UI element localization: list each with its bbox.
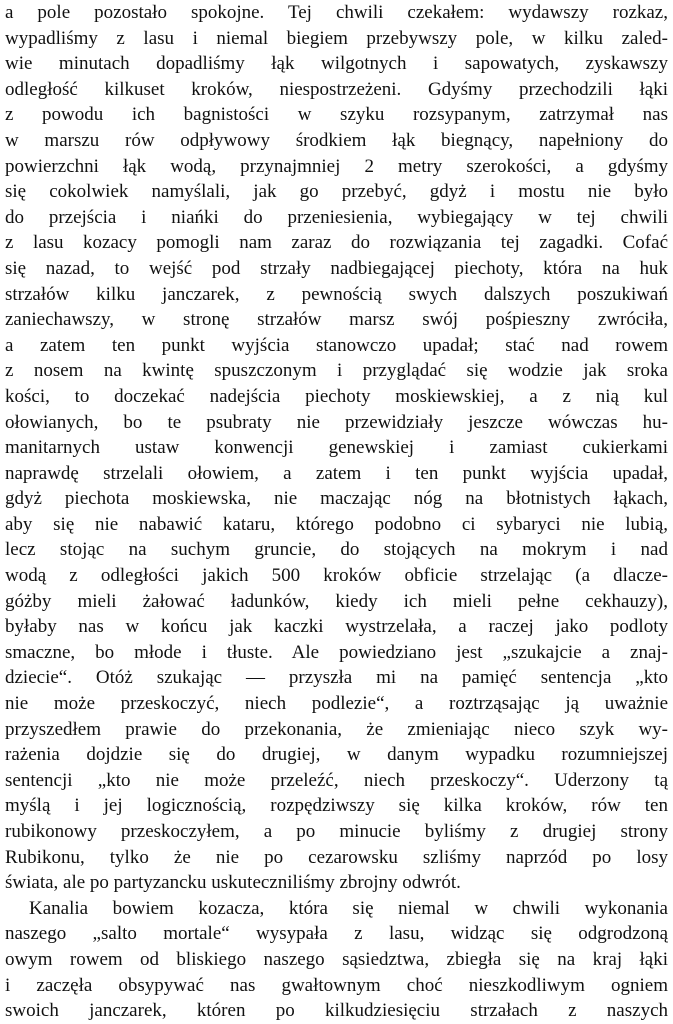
book-page xyxy=(5,0,668,1024)
text-line: przyszedłem prawie do przekonania, że zmieniając nieco szyk wy- xyxy=(5,718,668,740)
text-line: dziecie“. Otóż szukając — przyszła mi na pamięć sentencja „kto xyxy=(5,667,668,689)
paragraph xyxy=(5,896,668,1024)
text-line: się nazad, to wejść pod strzały nadbiegającej piechoty, która na huk xyxy=(5,257,668,279)
text-line: nie może przeskoczyć, niech podlezie“, a roztrząsając ją uważnie xyxy=(5,693,668,715)
text-line: a pole pozostało spokojne. Tej chwili czekałem: wydawszy rozkaz, xyxy=(5,2,668,23)
text-line: wypadliśmy z lasu i niemal biegiem przebywszy pole, w kilku zaled- xyxy=(5,27,668,49)
text-line: smaczne, bo młode i tłuste. Ale powiedziano jest „szukajcie a znaj- xyxy=(5,641,668,663)
text-line: strzałów kilku janczarek, z pewnością swych dalszych poszukiwań xyxy=(5,283,668,305)
text-line: sentencji „kto nie może przeleźć, niech przeskoczy“. Uderzony tą xyxy=(5,769,668,791)
text-line: gdyż piechota moskiewska, nie maczając nóg na błotnistych łąkach, xyxy=(5,488,668,510)
text-line: a zatem ten punkt wyjścia stanowczo upadał; stać nad rowem xyxy=(5,334,668,356)
text-line: wodą z odległości jakich 500 kroków obficie strzelając (a dlacze- xyxy=(5,565,668,587)
text-line: z lasu kozacy pomogli nam zaraz do rozwiązania tej zagadki. Cofać xyxy=(5,232,668,254)
text-line: Kanalia bowiem kozacza, która się niemal w chwili wykonania xyxy=(29,897,668,919)
text-line: lecz stojąc na suchym gruncie, do stojących na mokrym i nad xyxy=(5,539,668,561)
text-line: swoich janczarek, któren po kilkudziesięciu strzałach z naszych xyxy=(5,1000,668,1022)
text-line: świata, ale po partyzancku uskuteczniliśmy zbrojny odwrót. xyxy=(5,872,461,894)
text-line: zaniechawszy, w stronę strzałów marsz swój pośpieszny zwróciła, xyxy=(5,309,668,331)
text-line: rubikonowy przeskoczyłem, a po minucie byliśmy z drugiej strony xyxy=(5,821,668,842)
text-line: i zaczęła obsypywać nas gwałtownym choć nieszkodliwym ogniem xyxy=(5,974,668,996)
text-line: kości, to doczekać nadejścia piechoty moskiewskiej, a z nią kul xyxy=(5,385,668,407)
text-line: manitarnych ustaw konwencji genewskiej i zamiast cukierkami xyxy=(5,437,668,459)
text-line: ołowianych, bo te psubraty nie przewidziały jeszcze wówczas hu- xyxy=(5,411,668,433)
text-line: owym rowem od bliskiego naszego sąsiedztwa, zbiegła się na kraj łąki xyxy=(5,948,668,970)
text-line: rażenia dojdzie się do drugiej, w danym wypadku rozumniejszej xyxy=(5,744,668,766)
paragraph xyxy=(5,0,668,896)
text-line: z nosem na kwintę spuszczonym i przyglądać się wodzie jak sroka xyxy=(5,360,668,382)
text-line: myślą i jej logicznością, rozpędziwszy się kilka kroków, rów ten xyxy=(5,795,668,817)
text-line: wie minutach dopadliśmy łąk wilgotnych i sapowatych, zyskawszy xyxy=(5,53,668,75)
text-line: się cokolwiek namyślali, jak go przebyć, gdyż i mostu nie było xyxy=(5,181,668,203)
text-line: Rubikonu, tylko że nie po cezarowsku szliśmy naprzód po losy xyxy=(5,846,668,868)
text-line: w marszu rów odpływowy środkiem łąk biegnący, napełniony do xyxy=(5,129,668,151)
text-line: powierzchni łąk wodą, przynajmniej 2 metry szerokości, a gdyśmy xyxy=(5,155,668,177)
text-line: do przejścia i niańki do przeniesienia, wybiegający w tej chwili xyxy=(5,206,668,228)
text-line: aby się nie nabawić kataru, którego podobno ci sybaryci nie lubią, xyxy=(5,513,668,535)
text-line: naszego „salto mortale“ wysypała z lasu, widząc się odgrodzoną xyxy=(5,923,668,945)
text-line: z powodu ich bagnistości w szyku rozsypanym, zatrzymał nas xyxy=(5,104,668,126)
text-line: byłaby nas w końcu jak kaczki wystrzelała, a raczej jako podloty xyxy=(5,616,668,638)
text-line: naprawdę strzelali ołowiem, a zatem i ten punkt wyjścia upadał, xyxy=(5,462,668,484)
text-line: góżby mieli żałować ładunków, kiedy ich mieli pełne cekhauzy), xyxy=(5,590,668,612)
text-line: odległość kilkuset kroków, niespostrzeżeni. Gdyśmy przechodzili łąki xyxy=(5,78,668,100)
